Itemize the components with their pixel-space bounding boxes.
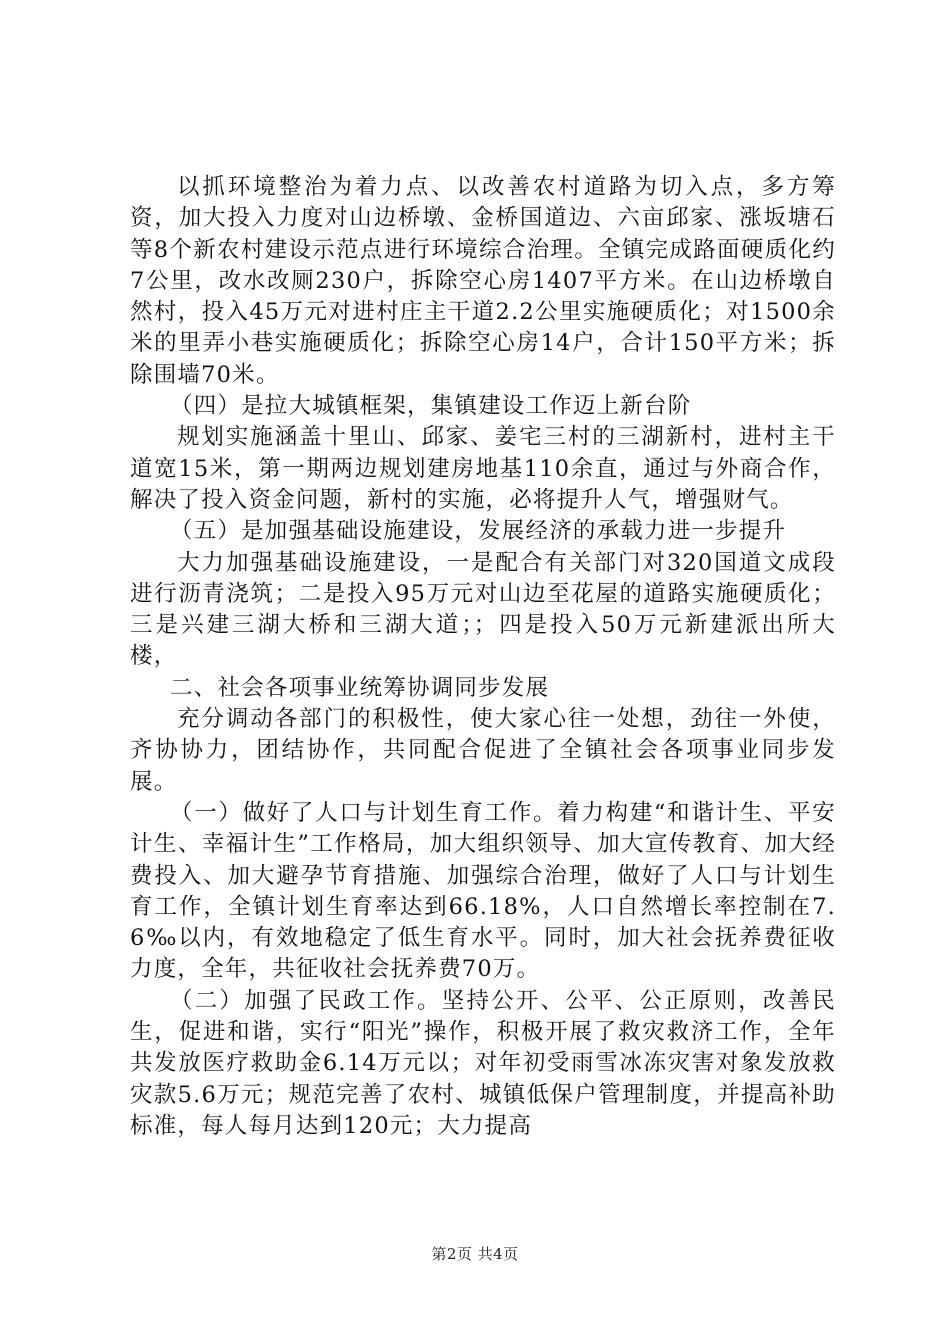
paragraph-department-cooperation: 充分调动各部门的积极性，使大家心往一处想，劲往一外使，齐协协力，团结协作，共同配合促进了全镇社会各项事业同步发展。 bbox=[130, 706, 836, 795]
section-heading-infrastructure: （五）是加强基础设施建设，发展经济的承载力进一步提升 bbox=[170, 518, 787, 545]
paragraph-environment-improvement: 以抓环境整治为着力点、以改善农村道路为切入点，多方筹资，加大投入力度对山边桥墩、金桥国道边、六亩邱家、涨坂塘石等8个新农村建设示范点进行环境综合治理。全镇完成路面硬质化约7公里，改水改厕230户，拆除空心房1407平方米。在山边桥墩自然村，投入45万元对进村庄主干道2.2公里实施硬质化；对1500余米的里弄小巷实施硬质化；拆除空心房14户，合计150平方米；拆除围墙70米。 bbox=[130, 174, 836, 388]
section-heading-social-development: 二、社会各项事业统筹协调同步发展 bbox=[170, 674, 550, 701]
paragraph-civil-affairs: （二）加强了民政工作。坚持公开、公平、公正原则，改善民生，促进和谐，实行“阳光”操作，积极开展了救灾救济工作，全年共发放医疗救助金6.14万元以；对年初受雨雪冰冻灾害对象发放救灾款5.6万元；规范完善了农村、城镇低保户管理制度，并提高补助标准，每人每月达到120元；大力提高 bbox=[130, 987, 836, 1139]
section-heading-town-framework: （四）是拉大城镇框架，集镇建设工作迈上新台阶 bbox=[170, 393, 692, 420]
page-footer: 第2页 共4页 bbox=[431, 1245, 519, 1263]
document-body bbox=[130, 172, 836, 1142]
paragraph-family-planning: （一）做好了人口与计划生育工作。着力构建“和谐计生、平安计生、幸福计生”工作格局，加大组织领导、加大宣传教育、加大经费投入、加大避孕节育措施、加强综合治理，做好了人口与计划生育工作，全镇计划生育率达到66.18%，人口自然增长率控制在7.6‰以内，有效地稳定了低生育水平。同时，加大社会抚养费征收力度，全年，共征收社会抚养费70万。 bbox=[130, 799, 836, 983]
paragraph-infrastructure-projects: 大力加强基础设施建设，一是配合有关部门对320国道文成段进行沥青浇筑；二是投入95万元对山边至花屋的道路实施硬质化；三是兴建三湖大桥和三湖大道；；四是投入50万元新建派出所大楼， bbox=[130, 549, 836, 670]
paragraph-new-village-plan: 规划实施涵盖十里山、邱家、姜宅三村的三湖新村，进村主干道宽15米，第一期两边规划建房地基110余直，通过与外商合作，解决了投入资金问题，新村的实施，必将提升人气，增强财气。 bbox=[130, 424, 836, 513]
